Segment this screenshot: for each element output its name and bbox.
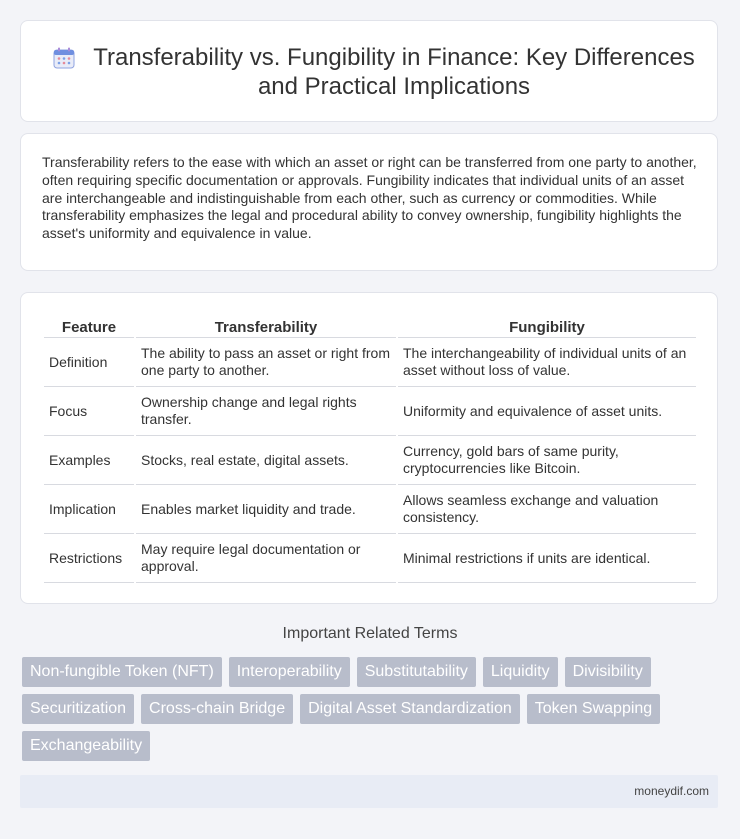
- row-feature: Implication: [44, 485, 134, 534]
- related-term-tag[interactable]: Substitutability: [357, 657, 476, 687]
- related-terms-title: Important Related Terms: [282, 625, 458, 642]
- row-feature: Focus: [44, 387, 134, 436]
- row-transferability: Enables market liquidity and trade.: [136, 485, 396, 534]
- related-term-tag[interactable]: Exchangeability: [22, 731, 150, 761]
- row-fungibility: The interchangeability of individual units of an asset without loss of value.: [398, 338, 696, 387]
- row-transferability: May require legal documentation or approval.: [136, 534, 396, 583]
- related-term-tag[interactable]: Digital Asset Standardization: [300, 694, 520, 724]
- row-fungibility: Minimal restrictions if units are identical.: [398, 534, 696, 583]
- related-terms-list: [22, 657, 682, 761]
- row-transferability: The ability to pass an asset or right from one party to another.: [136, 338, 396, 387]
- table-row: [44, 436, 696, 485]
- intro-card: [20, 133, 718, 271]
- row-fungibility: Currency, gold bars of same purity, cryptocurrencies like Bitcoin.: [398, 436, 696, 485]
- header-card: [20, 20, 718, 122]
- comparison-table: [42, 315, 698, 583]
- table-row: [44, 338, 696, 387]
- row-transferability: Ownership change and legal rights transfer.: [136, 387, 396, 436]
- table-row: [44, 387, 696, 436]
- related-term-tag[interactable]: Interoperability: [229, 657, 350, 687]
- related-term-tag[interactable]: Token Swapping: [527, 694, 660, 724]
- comparison-table-card: [20, 292, 718, 604]
- footer-site-link[interactable]: moneydif.com: [634, 784, 709, 798]
- related-term-tag[interactable]: Securitization: [22, 694, 134, 724]
- table-header-row: [44, 315, 696, 338]
- related-term-tag[interactable]: Divisibility: [565, 657, 651, 687]
- row-feature: Restrictions: [44, 534, 134, 583]
- row-fungibility: Allows seamless exchange and valuation consistency.: [398, 485, 696, 534]
- column-header-fungibility: Fungibility: [398, 315, 696, 338]
- row-fungibility: Uniformity and equivalence of asset units.: [398, 387, 696, 436]
- related-term-tag[interactable]: Non-fungible Token (NFT): [22, 657, 222, 687]
- calendar-icon: [53, 47, 75, 69]
- table-row: [44, 534, 696, 583]
- row-feature: Examples: [44, 436, 134, 485]
- page-title: Transferability vs. Fungibility in Finance: Key Differences and Practical Implications: [93, 44, 695, 100]
- row-feature: Definition: [44, 338, 134, 387]
- column-header-feature: Feature: [44, 315, 134, 338]
- column-header-transferability: Transferability: [136, 315, 396, 338]
- footer: [20, 775, 718, 808]
- related-term-tag[interactable]: Liquidity: [483, 657, 558, 687]
- related-term-tag[interactable]: Cross-chain Bridge: [141, 694, 293, 724]
- table-row: [44, 485, 696, 534]
- intro-text: Transferability refers to the ease with which an asset or right can be transferred from one party to another, often requiring specific documentation or approvals. Fungibility indicates that individual units of an asset are interchangeable and indistinguishable from each other, such as currency or commodities. While transferability emphasizes the legal and procedural ability to convey ownership, fungibility highlights the asset's uniformity and equivalence in value.: [42, 154, 697, 242]
- row-transferability: Stocks, real estate, digital assets.: [136, 436, 396, 485]
